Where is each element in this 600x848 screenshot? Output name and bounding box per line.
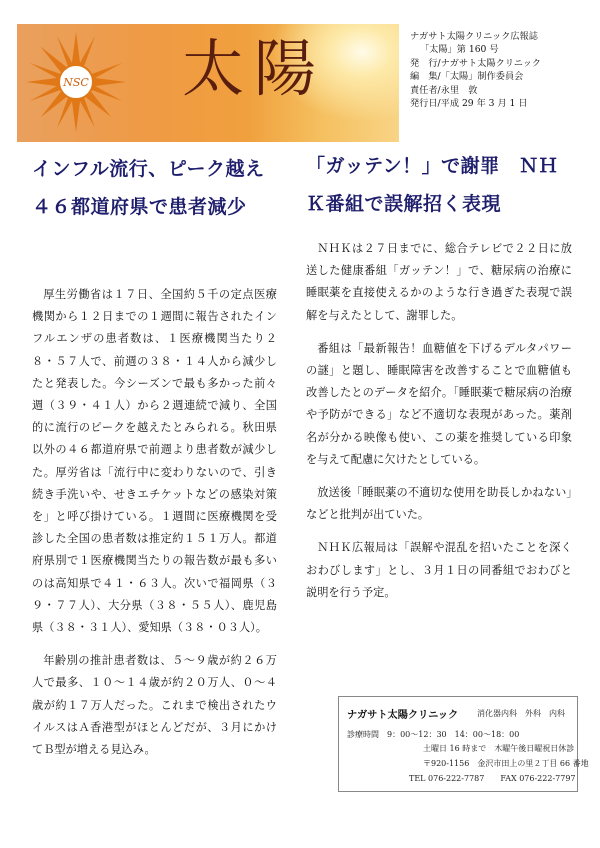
article-paragraph: 年齢別の推計患者数は、５～９歳が約２６万人で最多、１０～１４歳が約２０万人、０～４歳が約１７万人だった。これまで検出されたウイルスはＡ香港型がほとんどだが、３月にかけてＢ型が増える見込み。 bbox=[32, 654, 277, 757]
clinic-contact: TEL 076-222-7787 FAX 076-222-7797 bbox=[409, 774, 576, 783]
article-paragraph: ＮＨＫは２７日までに、総合テレビで２２日に放送した健康番組「ガッテン！」で、糖尿病の治療に睡眠薬を直接使えるかのような行き過ぎた表現で誤解を与えたとして、謝罪した。 bbox=[306, 242, 572, 322]
clinic-hours: 診療時間 9：00～12：30 14：00～18：00 bbox=[347, 730, 520, 739]
masthead bbox=[410, 30, 590, 110]
article-body bbox=[32, 284, 277, 772]
article-paragraph: ＮＨＫ広報局は「誤解や混乱を招いたことを深くおわびします」とし、３月１日の同番組でおわびと説明を行う予定。 bbox=[306, 541, 572, 599]
masthead-line: 「太陽」第 160 号 bbox=[420, 44, 499, 56]
newsletter-title: 太陽 bbox=[182, 32, 327, 105]
masthead-line: 責任者/永里 敦 bbox=[410, 84, 478, 96]
masthead-line: 編 集/「太陽」制作委員会 bbox=[410, 71, 524, 83]
masthead-line: 発行日/平成 29 年 3 月 1 日 bbox=[410, 98, 528, 110]
clinic-name: ナガサト太陽クリニック bbox=[347, 710, 459, 721]
article-paragraph: 放送後「睡眠薬の不適切な使用を助長しかねない」などと批判が出ていた。 bbox=[306, 486, 572, 522]
logo-text: NSC bbox=[63, 76, 89, 89]
article-paragraph: 厚生労働省は１７日、全国約５千の定点医療機関から１２日までの１週間に報告されたインフルエンザの患者数は、１医療機関当たり２８・５７人で、前週の３８・１４人から減少したと発表した。今シーズンで最も多かった前々週（３９・４１人）から２週連続で減り、全国的に流行のピークを越えたとみられる。秋田県以外の４６都道府県で前週より患者数が減少した。厚労省は「流行中に変わりないので、引き続き手洗いや、せきエチケットなどの感染対策を」と呼び掛けている。１週間に医療機関を受診した全国の患者数は推定約１５１万人。都道府県別で１医療機関当たりの報告数が最も多いのは高知県で４１・６３人。次いで福岡県（３９・７７人）、大分県（３８・５５人）、鹿児島県（３８・３１人）、愛知県（３８・０３人）。 bbox=[32, 288, 277, 635]
article-title: インフル流行、ピーク越え ４６都道府県で患者減少 bbox=[32, 158, 284, 218]
clinic-info-box bbox=[338, 696, 589, 792]
sun-logo-icon bbox=[26, 32, 126, 132]
header-banner bbox=[17, 24, 399, 142]
clinic-departments: 消化器内科 外科 内科 bbox=[477, 709, 565, 718]
masthead-line: 発 行/ナガサト太陽クリニック bbox=[410, 57, 541, 69]
clinic-closed: 土曜日 16 時まで 木曜午後日曜祝日休診 bbox=[423, 744, 575, 753]
article-title: 「ガッテン！」で謝罪 ＮＨＫ番組で誤解招く表現 bbox=[306, 155, 559, 215]
masthead-line: ナガサト太陽クリニック広報誌 bbox=[410, 31, 538, 42]
article-body bbox=[306, 238, 572, 615]
article-paragraph: 番組は「最新報告！血糖値を下げるデルタパワーの謎」と題し、睡眠障害を改善することで血糖値も改善したとのデータを紹介。「睡眠薬で糖尿病の治療や予防ができる」など不適切な表現があった。薬剤名が分かる映像も使い、この薬を推奨している印象を与えて配慮に欠けたとしている。 bbox=[306, 341, 572, 466]
clinic-address: 〒920-1156 金沢市田上の里２丁目 66 番地 bbox=[423, 759, 589, 768]
